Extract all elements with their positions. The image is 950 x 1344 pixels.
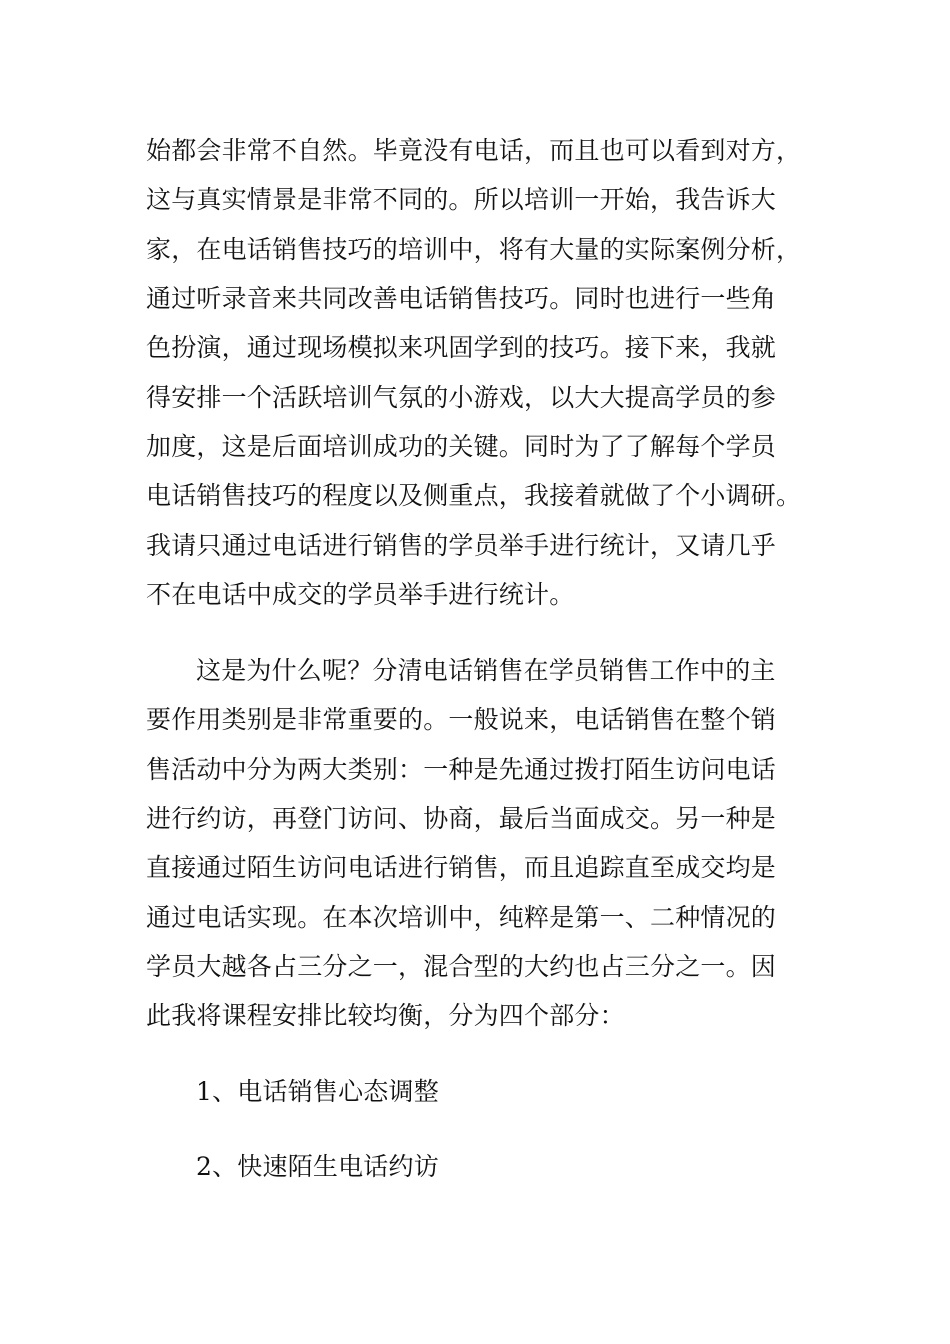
paragraph-1-line: 电话销售技巧的程度以及侧重点，我接着就做了个小调研。 — [146, 481, 802, 510]
paragraph-2-line: 售活动中分为两大类别：一种是先通过拨打陌生访问电话 — [146, 755, 777, 784]
paragraph-1-line: 我请只通过电话进行销售的学员举手进行统计，又请几乎 — [146, 531, 777, 560]
paragraph-1-line: 加度，这是后面培训成功的关键。同时为了了解每个学员 — [146, 432, 777, 461]
paragraph-1-line: 这与真实情景是非常不同的。所以培训一开始，我告诉大 — [146, 185, 777, 214]
paragraph-2-line: 这是为什么呢？分清电话销售在学员销售工作中的主 — [196, 656, 776, 685]
paragraph-1-line: 色扮演，通过现场模拟来巩固学到的技巧。接下来，我就 — [146, 333, 777, 362]
paragraph-2-line: 进行约访，再登门访问、协商，最后当面成交。另一种是 — [146, 804, 777, 833]
paragraph-2-line: 要作用类别是非常重要的。一般说来，电话销售在整个销 — [146, 705, 777, 734]
paragraph-1-line: 得安排一个活跃培训气氛的小游戏，以大大提高学员的参 — [146, 383, 777, 412]
paragraph-1-line: 家，在电话销售技巧的培训中，将有大量的实际案例分析， — [146, 235, 802, 264]
paragraph-1-line: 不在电话中成交的学员举手进行统计。 — [146, 580, 575, 609]
paragraph-2-line: 此我将课程安排比较均衡，分为四个部分： — [146, 1001, 625, 1030]
list-item: 2、快速陌生电话约访 — [196, 1152, 439, 1181]
paragraph-1-line: 通过听录音来共同改善电话销售技巧。同时也进行一些角 — [146, 284, 777, 313]
paragraph-2-line: 通过电话实现。在本次培训中，纯粹是第一、二种情况的 — [146, 903, 777, 932]
paragraph-1-line: 始都会非常不自然。毕竟没有电话，而且也可以看到对方， — [146, 136, 802, 165]
paragraph-2-line: 直接通过陌生访问电话进行销售，而且追踪直至成交均是 — [146, 853, 777, 882]
list-item: 1、电话销售心态调整 — [196, 1077, 439, 1106]
paragraph-2-line: 学员大越各占三分之一，混合型的大约也占三分之一。因 — [146, 952, 777, 981]
